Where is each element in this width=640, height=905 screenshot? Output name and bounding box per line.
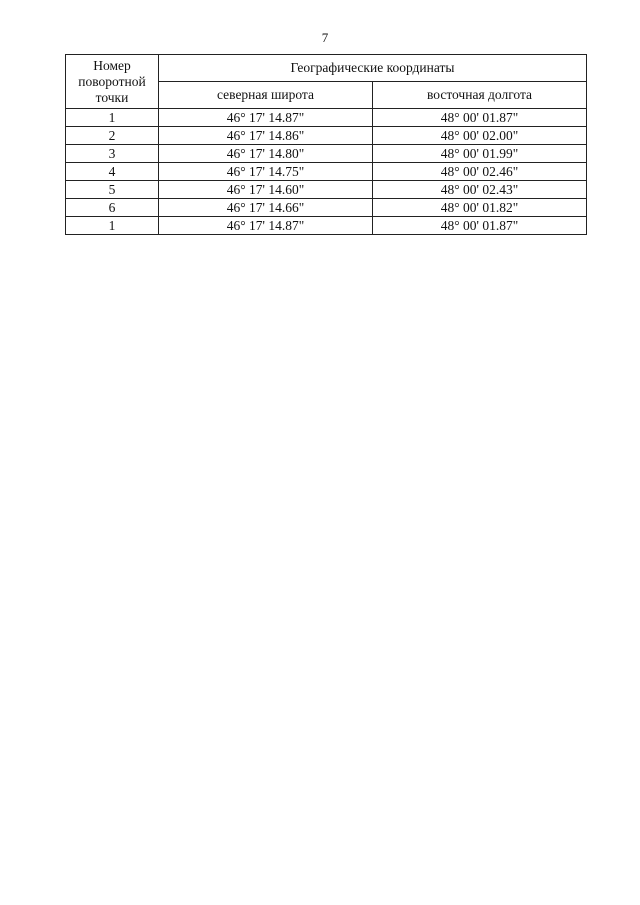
latitude-cell: 46° 17' 14.80"	[159, 145, 373, 163]
table-body	[66, 109, 587, 235]
page-number: 7	[321, 30, 329, 45]
latitude-cell: 46° 17' 14.87"	[159, 217, 373, 235]
table-row	[66, 145, 587, 163]
point-number-header: Номер поворотной точки	[66, 55, 159, 109]
coordinates-table	[65, 54, 587, 235]
latitude-cell: 46° 17' 14.87"	[159, 109, 373, 127]
table-row	[66, 127, 587, 145]
latitude-cell: 46° 17' 14.75"	[159, 163, 373, 181]
latitude-header: северная широта	[159, 82, 373, 109]
point-number-cell: 6	[66, 199, 159, 217]
table-row	[66, 217, 587, 235]
longitude-cell: 48° 00' 01.87"	[373, 217, 587, 235]
point-number-cell: 2	[66, 127, 159, 145]
longitude-cell: 48° 00' 02.00"	[373, 127, 587, 145]
longitude-cell: 48° 00' 01.87"	[373, 109, 587, 127]
latitude-cell: 46° 17' 14.66"	[159, 199, 373, 217]
header-row-top	[66, 55, 587, 82]
table-row	[66, 199, 587, 217]
longitude-cell: 48° 00' 01.99"	[373, 145, 587, 163]
point-number-cell: 4	[66, 163, 159, 181]
latitude-cell: 46° 17' 14.60"	[159, 181, 373, 199]
geo-coordinates-header: Географические координаты	[159, 55, 587, 82]
point-number-cell: 1	[66, 217, 159, 235]
table-row	[66, 181, 587, 199]
point-number-cell: 5	[66, 181, 159, 199]
longitude-header: восточная долгота	[373, 82, 587, 109]
longitude-cell: 48° 00' 01.82"	[373, 199, 587, 217]
longitude-cell: 48° 00' 02.46"	[373, 163, 587, 181]
point-number-cell: 3	[66, 145, 159, 163]
table-row	[66, 163, 587, 181]
latitude-cell: 46° 17' 14.86"	[159, 127, 373, 145]
table-row	[66, 109, 587, 127]
longitude-cell: 48° 00' 02.43"	[373, 181, 587, 199]
table-header	[66, 55, 587, 109]
point-number-cell: 1	[66, 109, 159, 127]
